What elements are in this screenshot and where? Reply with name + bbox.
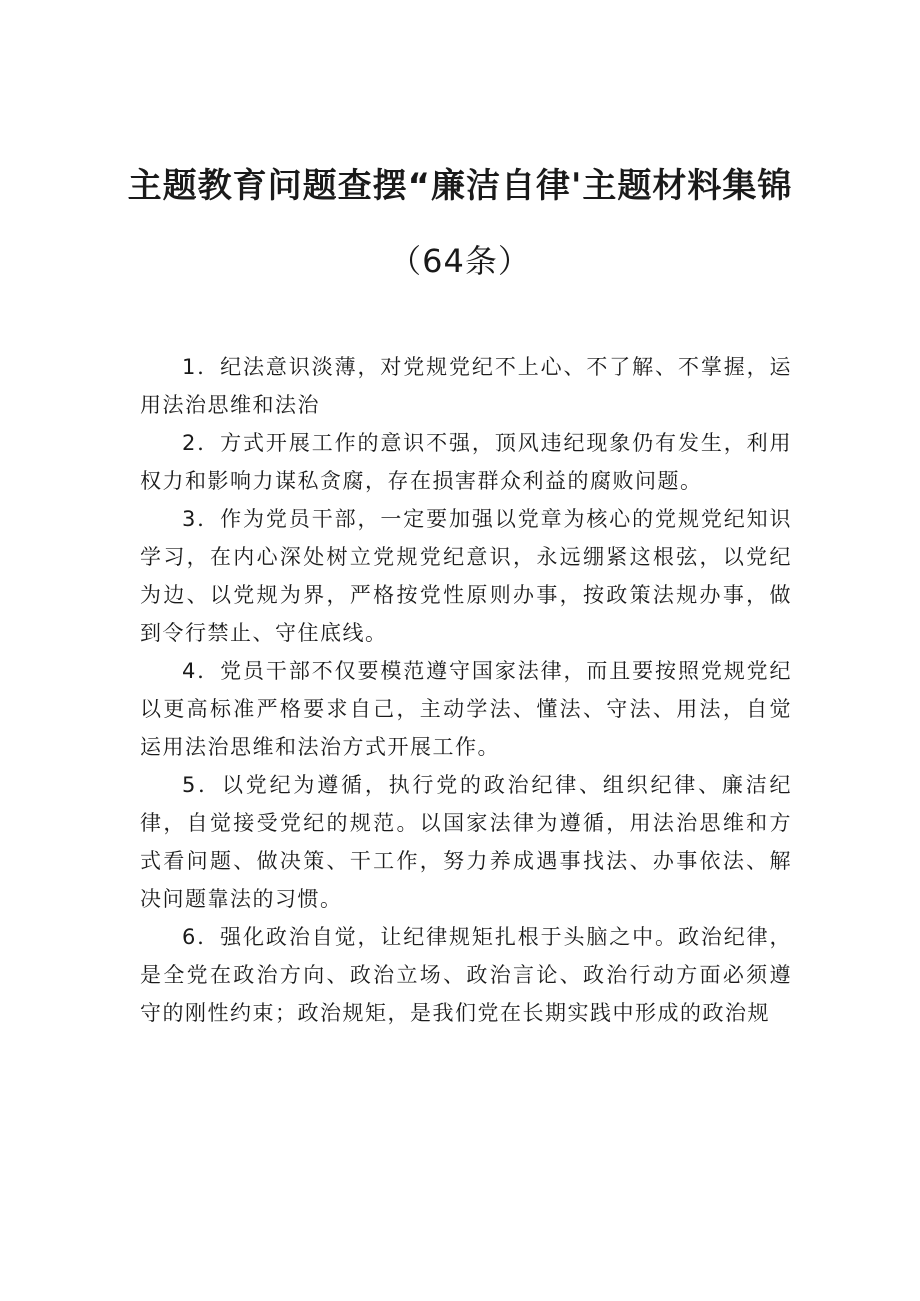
item-text: ．党员干部不仅要模范遵守国家法律，而且要按照党规党纪以更高标准严格要求自己，主动学法、懂法、守法、用法，自觉运用法治思维和法治方式开展工作。	[140, 659, 792, 759]
item-number: 3	[182, 507, 197, 531]
item-number: 4	[182, 659, 197, 683]
document-body	[140, 348, 792, 1032]
item-text: ．强化政治自觉，让纪律规矩扎根于头脑之中。政治纪律，是全党在政治方向、政治立场、政治言论、政治行动方面必须遵守的刚性约束；政治规矩，是我们党在长期实践中形成的政治规	[140, 925, 792, 1025]
document-title: 主题教育问题查摆“廉洁自律'主题材料集锦	[127, 166, 793, 206]
list-item	[140, 500, 792, 652]
item-text: ．纪法意识淡薄，对党规党纪不上心、不了解、不掌握，运用法治思维和法治	[140, 355, 792, 417]
item-number: 6	[182, 925, 197, 949]
item-text: ．方式开展工作的意识不强，顶风违纪现象仍有发生，利用权力和影响力谋私贪腐，存在损害群众利益的腐败问题。	[140, 431, 792, 493]
item-text: ．作为党员干部，一定要加强以党章为核心的党规党纪知识学习，在内心深处树立党规党纪意识，永远绷紧这根弦，以党纪为边、以党规为界，严格按党性原则办事，按政策法规办事，做到令行禁止、守住底线。	[140, 507, 792, 645]
item-number: 1	[182, 355, 197, 379]
list-item	[140, 766, 792, 918]
document-subtitle: （64条）	[389, 242, 531, 280]
list-item	[140, 918, 792, 1032]
item-number: 5	[182, 773, 197, 797]
list-item	[140, 348, 792, 424]
item-number: 2	[182, 431, 197, 455]
item-text: ．以党纪为遵循，执行党的政治纪律、组织纪律、廉洁纪律，自觉接受党纪的规范。以国家法律为遵循，用法治思维和方式看问题、做决策、干工作，努力养成遇事找法、办事依法、解决问题靠法的习惯。	[140, 773, 792, 911]
list-item	[140, 652, 792, 766]
list-item	[140, 424, 792, 500]
